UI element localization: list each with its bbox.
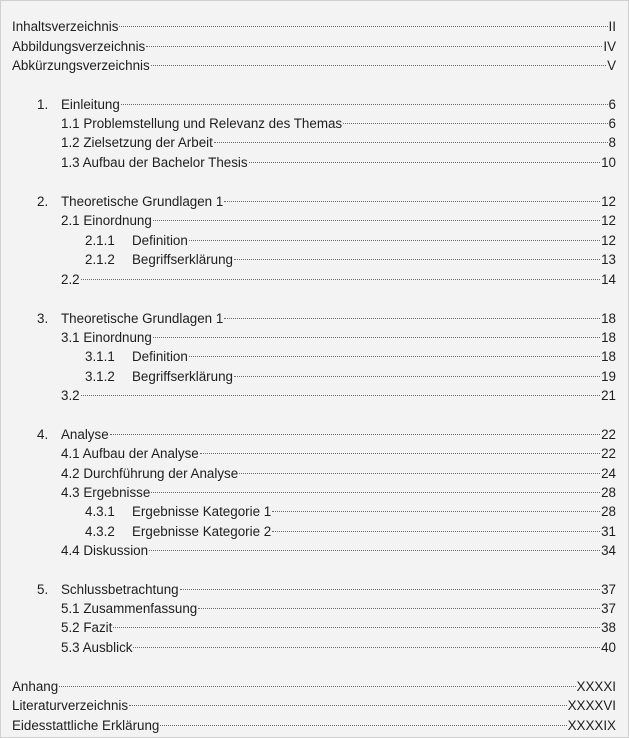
toc-chapter-2[interactable]	[37, 187, 616, 209]
dot-leader	[249, 148, 600, 167]
dot-leader	[110, 420, 600, 439]
toc-entry-page: 22	[601, 427, 616, 442]
toc-chapter-3[interactable]	[37, 304, 616, 326]
chapter-number: 3.	[37, 311, 49, 326]
chapter-title: Theoretische Grundlagen 1	[61, 311, 224, 326]
toc-entry-page: II	[608, 19, 616, 34]
toc-subsection-3-1-2[interactable]	[85, 362, 616, 384]
toc-entry-page: 12	[601, 194, 616, 209]
section-title: 4.4 Diskussion	[61, 543, 149, 558]
dot-leader	[81, 265, 600, 284]
dot-leader	[272, 497, 600, 516]
toc-entry-anhang[interactable]	[12, 672, 616, 694]
toc-entry-eidesstattliche-erklaerung[interactable]	[12, 711, 616, 733]
section-title: 1.2 Zielsetzung der Arbeit	[61, 135, 213, 150]
toc-entry-page: 19	[601, 369, 616, 384]
toc-entry-page: 10	[601, 155, 616, 170]
dot-leader	[189, 226, 600, 245]
toc-section-5-2[interactable]	[61, 613, 616, 635]
toc-subsection-4-3-1[interactable]	[85, 497, 616, 519]
section-title: 2.1 Einordnung	[61, 213, 152, 228]
subsection-number: 4.3.2	[85, 524, 115, 539]
section-title: 4.2 Durchführung der Analyse	[61, 466, 239, 481]
subsection-number: 3.1.1	[85, 349, 115, 364]
toc-section-1-2[interactable]	[61, 128, 616, 150]
toc-subsection-2-1-2[interactable]	[85, 245, 616, 267]
toc-section-4-1[interactable]	[61, 439, 616, 461]
subsection-title: Definition	[132, 233, 188, 248]
toc-entry-page: XXXXIX	[567, 718, 616, 733]
dot-leader	[160, 711, 566, 730]
toc-entry-page: 38	[601, 620, 616, 635]
toc-entry-literaturverzeichnis[interactable]	[12, 691, 616, 713]
chapter-title: Analyse	[61, 427, 109, 442]
toc-entry-inhaltsverzeichnis[interactable]	[12, 12, 616, 34]
toc-subsection-4-3-2[interactable]	[85, 517, 616, 539]
subsection-number: 2.1.2	[85, 252, 115, 267]
toc-entry-title: Literaturverzeichnis	[12, 698, 129, 713]
section-title: 3.1 Einordnung	[61, 330, 152, 345]
section-title: 1.1 Problemstellung und Relevanz des Themas	[61, 116, 343, 131]
toc-entry-page: 12	[601, 233, 616, 248]
dot-leader	[133, 633, 600, 652]
toc-entry-page: 28	[601, 485, 616, 500]
subsection-number: 2.1.1	[85, 233, 115, 248]
toc-entry-page: 18	[601, 349, 616, 364]
toc-entry-page: 18	[601, 311, 616, 326]
section-title: 4.3 Ergebnisse	[61, 485, 151, 500]
section-title: 1.3 Aufbau der Bachelor Thesis	[61, 155, 248, 170]
chapter-title: Schlussbetrachtung	[61, 582, 179, 597]
toc-chapter-1[interactable]	[37, 90, 616, 112]
toc-entry-title: Abkürzungsverzeichnis	[12, 58, 150, 73]
section-title: 4.1 Aufbau der Analyse	[61, 446, 199, 461]
toc-entry-page: 21	[601, 388, 616, 403]
toc-chapter-5[interactable]	[37, 575, 616, 597]
toc-entry-page: 14	[601, 272, 616, 287]
subsection-title: Definition	[132, 349, 188, 364]
chapter-number: 2.	[37, 194, 49, 209]
toc-section-2-1[interactable]	[61, 206, 616, 228]
toc-entry-title: Anhang	[12, 679, 59, 694]
subsection-title: Begriffserklärung	[132, 369, 233, 384]
dot-leader	[200, 439, 600, 458]
section-title: 3.2	[61, 388, 80, 403]
dot-leader	[214, 128, 608, 147]
chapter-number: 1.	[37, 97, 49, 112]
toc-entry-page: 37	[601, 601, 616, 616]
section-title: 5.1 Zusammenfassung	[61, 601, 198, 616]
dot-leader	[239, 459, 600, 478]
dot-leader	[224, 304, 600, 323]
dot-leader	[129, 691, 567, 710]
dot-leader	[198, 594, 600, 613]
toc-section-1-3[interactable]	[61, 148, 616, 170]
chapter-title: Einleitung	[61, 97, 120, 112]
dot-leader	[343, 109, 607, 128]
dot-leader	[234, 362, 600, 381]
toc-entry-page: 24	[601, 466, 616, 481]
toc-section-4-4[interactable]	[61, 536, 616, 558]
toc-entry-title: Eidesstattliche Erklärung	[12, 718, 160, 733]
toc-subsection-2-1-1[interactable]	[85, 226, 616, 248]
chapter-title: Theoretische Grundlagen 1	[61, 194, 224, 209]
toc-entry-page: XXXXI	[576, 679, 616, 694]
dot-leader	[224, 187, 600, 206]
toc-chapter-4[interactable]	[37, 420, 616, 442]
section-title: 5.2 Fazit	[61, 620, 113, 635]
subsection-number: 4.3.1	[85, 504, 115, 519]
toc-section-2-2[interactable]	[61, 265, 616, 287]
dot-leader	[149, 536, 600, 555]
toc-entry-page: 37	[601, 582, 616, 597]
dot-leader	[151, 51, 606, 70]
toc-section-5-1[interactable]	[61, 594, 616, 616]
dot-leader	[151, 478, 600, 497]
toc-entry-page: XXXXVI	[567, 698, 616, 713]
dot-leader	[146, 32, 602, 51]
toc-section-4-2[interactable]	[61, 459, 616, 481]
toc-section-5-3[interactable]	[61, 633, 616, 655]
dot-leader	[59, 672, 575, 691]
dot-leader	[153, 206, 600, 225]
toc-entry-page: 8	[608, 135, 616, 150]
dot-leader	[234, 245, 600, 264]
dot-leader	[180, 575, 600, 594]
section-title: 2.2	[61, 272, 80, 287]
subsection-title: Ergebnisse Kategorie 1	[132, 504, 272, 519]
toc-entry-page: 6	[608, 97, 616, 112]
toc-entry-page: 22	[601, 446, 616, 461]
toc-entry-page: 6	[608, 116, 616, 131]
toc-subsection-3-1-1[interactable]	[85, 342, 616, 364]
toc-section-1-1[interactable]	[61, 109, 616, 131]
dot-leader	[119, 12, 607, 31]
subsection-title: Ergebnisse Kategorie 2	[132, 524, 272, 539]
dot-leader	[272, 517, 600, 536]
subsection-title: Begriffserklärung	[132, 252, 233, 267]
toc-entry-title: Abbildungsverzeichnis	[12, 39, 146, 54]
section-title: 5.3 Ausblick	[61, 640, 133, 655]
chapter-number: 4.	[37, 427, 49, 442]
toc-entry-page: 18	[601, 330, 616, 345]
dot-leader	[121, 90, 608, 109]
toc-entry-page: 28	[601, 504, 616, 519]
dot-leader	[189, 342, 600, 361]
toc-entry-page: V	[607, 58, 616, 73]
toc-entry-page: 13	[601, 252, 616, 267]
toc-section-3-1[interactable]	[61, 323, 616, 345]
dot-leader	[81, 381, 600, 400]
toc-entry-abbildungsverzeichnis[interactable]	[12, 32, 616, 54]
toc-entry-page: 31	[601, 524, 616, 539]
toc-section-3-2[interactable]	[61, 381, 616, 403]
subsection-number: 3.1.2	[85, 369, 115, 384]
dot-leader	[153, 323, 600, 342]
chapter-number: 5.	[37, 582, 49, 597]
toc-entry-page: 34	[601, 543, 616, 558]
toc-entry-page: 40	[601, 640, 616, 655]
toc-entry-abkuerzungsverzeichnis[interactable]	[12, 51, 616, 73]
toc-entry-page: 12	[601, 213, 616, 228]
toc-section-4-3[interactable]	[61, 478, 616, 500]
dot-leader	[113, 613, 600, 632]
toc-entry-title: Inhaltsverzeichnis	[12, 19, 119, 34]
toc-entry-page: IV	[603, 39, 616, 54]
